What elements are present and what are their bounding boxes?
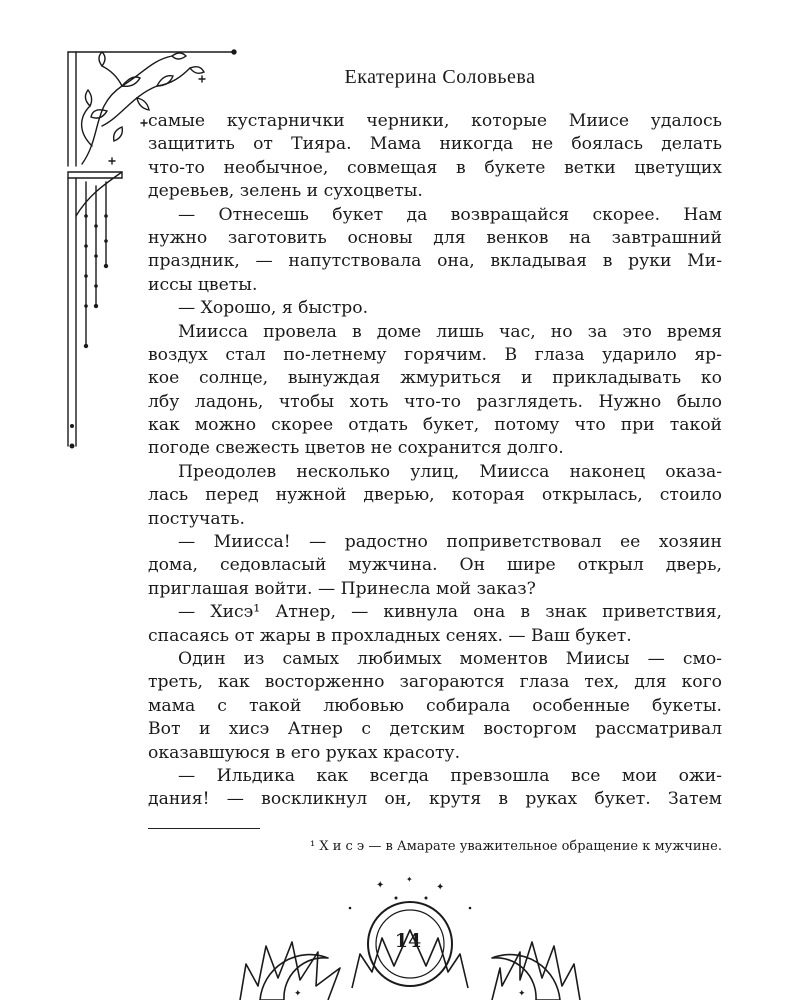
text-line: праздник, — напутствовала она, вкладывая в руки Ми-	[148, 251, 722, 272]
text-line: Один из самых любимых моментов Миисы — смо-	[178, 648, 722, 669]
footnote-divider	[148, 828, 260, 829]
svg-text:✦: ✦	[376, 880, 385, 891]
text-line: нужно заготовить основы для венков на завтрашний	[148, 227, 722, 248]
text-line: — Ильдика как всегда превзошла все мои ожи-	[178, 765, 722, 786]
text-line: лась перед нужной дверью, которая открылась, стоило	[148, 485, 722, 506]
text-line: самые кустарнички черники, которые Миисе удалось	[148, 111, 722, 131]
svg-text:✦: ✦	[406, 875, 413, 884]
svg-text:✦: ✦	[436, 882, 445, 893]
text-line: постучать.	[148, 508, 245, 529]
text-line: оказавшуюся в его руках красоту.	[148, 742, 461, 763]
text-line: погоде свежесть цветов не сохранится долго.	[148, 438, 564, 459]
text-line: лбу ладонь, чтобы хоть что-то разглядеть. Нужно было	[148, 391, 722, 412]
text-line: — Хорошо, я быстро.	[178, 298, 369, 319]
text-line: мама с такой любовью собирала особенные букеты.	[148, 695, 722, 716]
text-line: — Миисса! — радостно поприветствовал ее хозяин	[178, 532, 722, 553]
text-line: дома, седовласый мужчина. Он шире открыл дверь,	[148, 555, 722, 576]
text-line: деревьев, зелень и сухоцветы.	[148, 181, 423, 202]
text-line: Миисса провела в доме лишь час, но за это время	[178, 321, 722, 342]
footnote: ¹ Х и с э — в Амарате уважительное обращение к мужчине.	[309, 839, 722, 854]
text-line: спасаясь от жары в прохладных сенях. — Ваш букет.	[148, 625, 632, 646]
text-line: кое солнце, вынуждая жмуриться и прикладывать ко	[148, 368, 722, 389]
text-line: воздух стал по-летнему горячим. В глаза ударило яр-	[148, 344, 722, 365]
text-line: иссы цветы.	[148, 274, 258, 295]
running-header-author: Екатерина Соловьева	[344, 66, 536, 88]
svg-text:✦: ✦	[294, 989, 302, 999]
svg-text:✦: ✦	[518, 989, 526, 999]
text-line: треть, как восторженно загораются глаза тех, для кого	[148, 672, 722, 693]
text-line: Преодолев несколько улиц, Миисса наконец оказа-	[178, 461, 722, 482]
text-line: защитить от Тияра. Мама никогда не боялась делать	[148, 134, 722, 155]
text-line: Вот и хисэ Атнер с детским восторгом рассматривал	[148, 719, 722, 740]
text-line: как можно скорее отдать букет, потому что при такой	[148, 415, 722, 436]
text-line: приглашая войти. — Принесла мой заказ?	[148, 578, 536, 599]
page-number: 14	[394, 930, 422, 952]
text-line: — Отнесешь букет да возвращайся скорее. Нам	[178, 204, 722, 225]
text-line: что-то необычное, совмещая в букете ветки цветущих	[148, 157, 722, 178]
text-line: дания! — воскликнул он, крутя в руках букет. Затем	[148, 789, 722, 810]
body-text	[148, 110, 722, 812]
text-line: — Хисэ¹ Атнер, — кивнула она в знак приветствия,	[178, 602, 722, 623]
